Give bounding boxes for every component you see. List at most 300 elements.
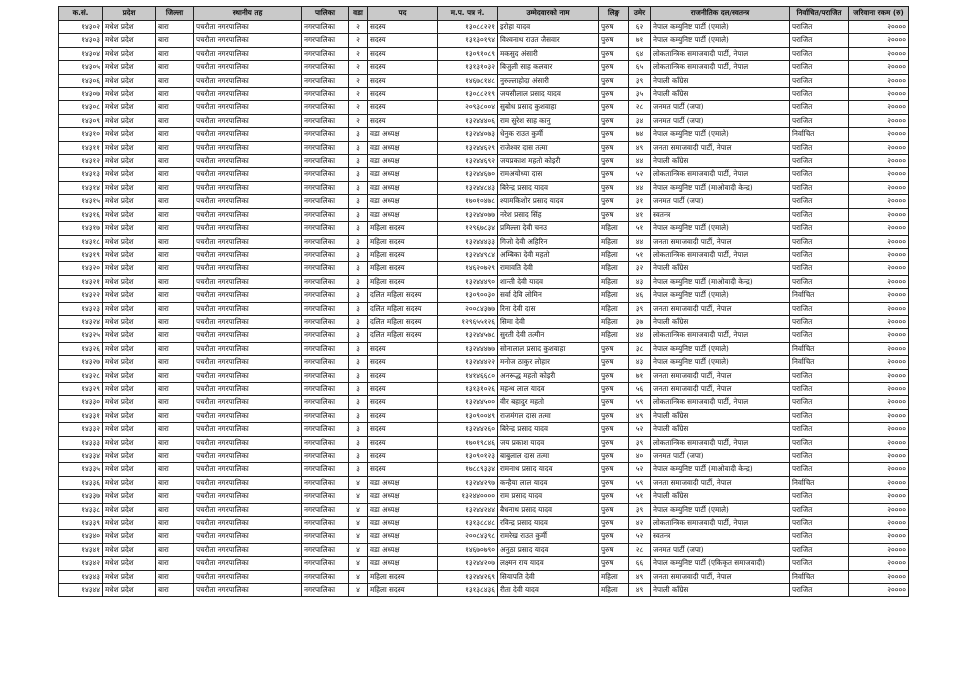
ward-cell: ४ (349, 503, 368, 516)
ballot-number-cell: १३२४४२०७ (438, 557, 498, 570)
ballot-number-cell: १३२४४०७७ (438, 208, 498, 221)
ward-cell: २ (349, 61, 368, 74)
district-cell: बारा (156, 235, 194, 248)
local-level-cell: पचरौता नगरपालिका (194, 503, 302, 516)
column-header-serial-no: क.सं. (59, 7, 103, 21)
municipality-type-cell: नगरपालिका (302, 503, 349, 516)
province-cell: मधेश प्रदेश (103, 315, 156, 328)
result-status-cell: पराजित (790, 463, 849, 476)
province-cell: मधेश प्रदेश (103, 88, 156, 101)
serial-no-cell: १४३१७ (59, 222, 103, 235)
table-row (59, 235, 909, 248)
table-row (59, 222, 909, 235)
ballot-number-cell: १३२४४८४३ (438, 181, 498, 194)
local-level-cell: पचरौता नगरपालिका (194, 168, 302, 181)
local-level-cell: पचरौता नगरपालिका (194, 181, 302, 194)
political-party-cell: नेपाली काँग्रेस (651, 262, 790, 275)
ward-cell: ३ (349, 450, 368, 463)
fine-amount-cell: २०००० (849, 356, 909, 369)
post-cell: दलित महिला सदस्य (368, 315, 438, 328)
gender-cell: महिला (599, 275, 629, 288)
district-cell: बारा (156, 155, 194, 168)
municipality-type-cell: नगरपालिका (302, 302, 349, 315)
municipality-type-cell: नगरपालिका (302, 262, 349, 275)
serial-no-cell: १४३२९ (59, 382, 103, 395)
result-status-cell: पराजित (790, 503, 849, 516)
political-party-cell: नेपाल कम्युनिष्ट पार्टी (एमाले) (651, 289, 790, 302)
age-cell: ६४ (629, 47, 651, 60)
ballot-number-cell: १४६२०७२९ (438, 262, 498, 275)
age-cell: ३२ (629, 262, 651, 275)
fine-amount-cell: २०००० (849, 517, 909, 530)
local-level-cell: पचरौता नगरपालिका (194, 369, 302, 382)
column-header-age: उमेर (629, 7, 651, 21)
province-cell: मधेश प्रदेश (103, 47, 156, 60)
local-level-cell: पचरौता नगरपालिका (194, 289, 302, 302)
table-row (59, 155, 909, 168)
municipality-type-cell: नगरपालिका (302, 248, 349, 261)
district-cell: बारा (156, 128, 194, 141)
province-cell: मधेश प्रदेश (103, 275, 156, 288)
post-cell: सदस्य (368, 88, 438, 101)
ward-cell: ३ (349, 262, 368, 275)
post-cell: वडा अध्यक्ष (368, 543, 438, 556)
municipality-type-cell: नगरपालिका (302, 222, 349, 235)
political-party-cell: लोकतान्त्रिक समाजवादी पार्टी, नेपाल (651, 329, 790, 342)
district-cell: बारा (156, 490, 194, 503)
province-cell: मधेश प्रदेश (103, 543, 156, 556)
province-cell: मधेश प्रदेश (103, 490, 156, 503)
age-cell: ३९ (629, 436, 651, 449)
district-cell: बारा (156, 557, 194, 570)
result-status-cell: पराजित (790, 302, 849, 315)
candidate-name-cell: सुरती देवी तत्मीन (498, 329, 599, 342)
ballot-number-cell: १३०९००३० (438, 289, 498, 302)
ballot-number-cell: १३०९१०८९ (438, 47, 498, 60)
local-level-cell: पचरौता नगरपालिका (194, 409, 302, 422)
province-cell: मधेश प्रदेश (103, 584, 156, 597)
local-level-cell: पचरौता नगरपालिका (194, 235, 302, 248)
result-status-cell: पराजित (790, 584, 849, 597)
serial-no-cell: १४३२८ (59, 369, 103, 382)
ballot-number-cell: १३२४४५७८ (438, 329, 498, 342)
table-row (59, 315, 909, 328)
local-level-cell: पचरौता नगरपालिका (194, 222, 302, 235)
political-party-cell: नेपाली काँग्रेस (651, 490, 790, 503)
table-row (59, 369, 909, 382)
fine-amount-cell: २०००० (849, 369, 909, 382)
serial-no-cell: १४३२५ (59, 329, 103, 342)
political-party-cell: नेपाल कम्युनिष्ट पार्टी (माओवादी केन्द्र) (651, 463, 790, 476)
political-party-cell: लोकतान्त्रिक समाजवादी पार्टी, नेपाल (651, 248, 790, 261)
fine-amount-cell: २०००० (849, 101, 909, 114)
result-status-cell: पराजित (790, 222, 849, 235)
province-cell: मधेश प्रदेश (103, 21, 156, 34)
district-cell: बारा (156, 21, 194, 34)
column-header-fine-amount: जरिवाना रकम (रु) (849, 7, 909, 21)
serial-no-cell: १४३२४ (59, 315, 103, 328)
table-row (59, 289, 909, 302)
table-row (59, 530, 909, 543)
municipality-type-cell: नगरपालिका (302, 235, 349, 248)
table-row (59, 463, 909, 476)
local-level-cell: पचरौता नगरपालिका (194, 74, 302, 87)
district-cell: बारा (156, 382, 194, 395)
district-cell: बारा (156, 517, 194, 530)
document-page (58, 6, 908, 597)
table-row (59, 195, 909, 208)
result-status-cell: पराजित (790, 47, 849, 60)
province-cell: मधेश प्रदेश (103, 168, 156, 181)
ward-cell: ३ (349, 235, 368, 248)
political-party-cell: नेपाली काँग्रेस (651, 409, 790, 422)
province-cell: मधेश प्रदेश (103, 517, 156, 530)
serial-no-cell: १४३१० (59, 128, 103, 141)
political-party-cell: लोकतान्त्रिक समाजवादी पार्टी, नेपाल (651, 47, 790, 60)
candidate-name-cell: बिरेन्द्र प्रसाद यादव (498, 423, 599, 436)
fine-amount-cell: २०००० (849, 302, 909, 315)
political-party-cell: नेपाल कम्युनिष्ट पार्टी (माओवादी केन्द्र) (651, 275, 790, 288)
province-cell: मधेश प्रदेश (103, 195, 156, 208)
local-level-cell: पचरौता नगरपालिका (194, 101, 302, 114)
fine-amount-cell: २०००० (849, 195, 909, 208)
fine-amount-cell: २०००० (849, 409, 909, 422)
municipality-type-cell: नगरपालिका (302, 517, 349, 530)
result-status-cell: पराजित (790, 382, 849, 395)
fine-amount-cell: २०००० (849, 155, 909, 168)
column-header-result-status: निर्वाचित/पराजित (790, 7, 849, 21)
fine-amount-cell: २०००० (849, 476, 909, 489)
ward-cell: ३ (349, 409, 368, 422)
gender-cell: पुरुष (599, 128, 629, 141)
gender-cell: पुरुष (599, 517, 629, 530)
ballot-number-cell: १३२४४६२९ (438, 141, 498, 154)
serial-no-cell: १४३२६ (59, 342, 103, 355)
municipality-type-cell: नगरपालिका (302, 382, 349, 395)
ballot-number-cell: १३२४४०००० (438, 490, 498, 503)
result-status-cell: पराजित (790, 436, 849, 449)
result-status-cell: पराजित (790, 490, 849, 503)
ward-cell: ४ (349, 530, 368, 543)
fine-amount-cell: २०००० (849, 490, 909, 503)
political-party-cell: नेपाल कम्युनिष्ट पार्टी (एमाले) (651, 503, 790, 516)
ward-cell: ३ (349, 208, 368, 221)
fine-amount-cell: २०००० (849, 21, 909, 34)
age-cell: ५१ (629, 490, 651, 503)
local-level-cell: पचरौता नगरपालिका (194, 34, 302, 47)
municipality-type-cell: नगरपालिका (302, 490, 349, 503)
district-cell: बारा (156, 168, 194, 181)
local-level-cell: पचरौता नगरपालिका (194, 356, 302, 369)
municipality-type-cell: नगरपालिका (302, 128, 349, 141)
candidate-name-cell: मनोज ठाकुर लोहार (498, 356, 599, 369)
municipality-type-cell: नगरपालिका (302, 543, 349, 556)
post-cell: महिला सदस्य (368, 275, 438, 288)
district-cell: बारा (156, 543, 194, 556)
political-party-cell: जनता समाजवादी पार्टी, नेपाल (651, 141, 790, 154)
political-party-cell: जनमत पार्टी (जपा) (651, 543, 790, 556)
political-party-cell: नेपाली काँग्रेस (651, 584, 790, 597)
gender-cell: पुरुष (599, 195, 629, 208)
gender-cell: महिला (599, 235, 629, 248)
gender-cell: महिला (599, 262, 629, 275)
fine-amount-cell: २०००० (849, 47, 909, 60)
ward-cell: ३ (349, 195, 368, 208)
ballot-number-cell: १३२४४०७३ (438, 128, 498, 141)
province-cell: मधेश प्रदेश (103, 463, 156, 476)
local-level-cell: पचरौता नगरपालिका (194, 248, 302, 261)
municipality-type-cell: नगरपालिका (302, 557, 349, 570)
ward-cell: ३ (349, 463, 368, 476)
result-status-cell: पराजित (790, 34, 849, 47)
column-header-political-party: राजनीतिक दल/स्वतन्त्र (651, 7, 790, 21)
result-status-cell: पराजित (790, 543, 849, 556)
result-status-cell: पराजित (790, 423, 849, 436)
result-status-cell: पराजित (790, 195, 849, 208)
table-row (59, 141, 909, 154)
local-level-cell: पचरौता नगरपालिका (194, 543, 302, 556)
ward-cell: ३ (349, 356, 368, 369)
fine-amount-cell: २०००० (849, 141, 909, 154)
serial-no-cell: १४३३९ (59, 517, 103, 530)
political-party-cell: नेपाली काँग्रेस (651, 88, 790, 101)
gender-cell: पुरुष (599, 141, 629, 154)
fine-amount-cell: २०००० (849, 396, 909, 409)
age-cell: ७४ (629, 128, 651, 141)
candidate-name-cell: अम्बिका देवी महतो (498, 248, 599, 261)
ballot-number-cell: १३०९००४९ (438, 409, 498, 422)
gender-cell: पुरुष (599, 101, 629, 114)
municipality-type-cell: नगरपालिका (302, 436, 349, 449)
age-cell: ४९ (629, 570, 651, 583)
local-level-cell: पचरौता नगरपालिका (194, 490, 302, 503)
fine-amount-cell: २०००० (849, 181, 909, 194)
table-row (59, 490, 909, 503)
political-party-cell: नेपाल कम्युनिष्ट पार्टी (एकिकृत समाजवादी) (651, 557, 790, 570)
post-cell: सदस्य (368, 114, 438, 127)
candidate-name-cell: सोनालाल प्रसाद कुशवाहा (498, 342, 599, 355)
age-cell: ५९ (629, 396, 651, 409)
fine-amount-cell: २०००० (849, 88, 909, 101)
local-level-cell: पचरौता नगरपालिका (194, 208, 302, 221)
ward-cell: ३ (349, 369, 368, 382)
result-status-cell: पराजित (790, 88, 849, 101)
local-level-cell: पचरौता नगरपालिका (194, 436, 302, 449)
gender-cell: पुरुष (599, 155, 629, 168)
province-cell: मधेश प्रदेश (103, 289, 156, 302)
ballot-number-cell: १३१३१०२६ (438, 382, 498, 395)
serial-no-cell: १४३३७ (59, 490, 103, 503)
result-status-cell: पराजित (790, 450, 849, 463)
fine-amount-cell: २०००० (849, 530, 909, 543)
province-cell: मधेश प्रदेश (103, 342, 156, 355)
ballot-number-cell: १३२४४६७० (438, 168, 498, 181)
result-status-cell: पराजित (790, 61, 849, 74)
age-cell: ३९ (629, 302, 651, 315)
municipality-type-cell: नगरपालिका (302, 114, 349, 127)
gender-cell: पुरुष (599, 530, 629, 543)
candidate-name-cell: कन्हैया लाल यादव (498, 476, 599, 489)
ballot-number-cell: १३१३०१९४ (438, 34, 498, 47)
serial-no-cell: १४३२१ (59, 275, 103, 288)
candidate-name-cell: बाबुलाल दास तत्मा (498, 450, 599, 463)
fine-amount-cell: २०००० (849, 222, 909, 235)
candidate-name-cell: गिजो देवी अहिरिन (498, 235, 599, 248)
fine-amount-cell: २०००० (849, 235, 909, 248)
post-cell: वडा अध्यक्ष (368, 128, 438, 141)
ballot-number-cell: १२९६५५१२६ (438, 315, 498, 328)
column-header-ward: वडा (349, 7, 368, 21)
ballot-number-cell: २०९३८००४ (438, 101, 498, 114)
result-status-cell: पराजित (790, 101, 849, 114)
post-cell: सदस्य (368, 356, 438, 369)
province-cell: मधेश प्रदेश (103, 235, 156, 248)
age-cell: ५१ (629, 248, 651, 261)
column-header-municipality-type: पालिका (302, 7, 349, 21)
age-cell: ४४ (629, 181, 651, 194)
ballot-number-cell: १३१३८४३६ (438, 584, 498, 597)
age-cell: ५२ (629, 168, 651, 181)
post-cell: वडा अध्यक्ष (368, 168, 438, 181)
political-party-cell: लोकतान्त्रिक समाजवादी पार्टी, नेपाल (651, 168, 790, 181)
candidate-name-cell: शान्ती देवी यादव (498, 275, 599, 288)
table-header (59, 7, 909, 21)
gender-cell: महिला (599, 584, 629, 597)
province-cell: मधेश प्रदेश (103, 114, 156, 127)
municipality-type-cell: नगरपालिका (302, 101, 349, 114)
fine-amount-cell: २०००० (849, 289, 909, 302)
political-party-cell: जनता समाजवादी पार्टी, नेपाल (651, 476, 790, 489)
political-party-cell: नेपाल कम्युनिष्ट पार्टी (एमाले) (651, 34, 790, 47)
age-cell: ४३ (629, 356, 651, 369)
candidate-name-cell: बिजुली साह कलवार (498, 61, 599, 74)
candidate-name-cell: रविन्द्र प्रसाद यादव (498, 517, 599, 530)
fine-amount-cell: २०००० (849, 262, 909, 275)
table-row (59, 476, 909, 489)
column-header-local-level: स्थानीय तह (194, 7, 302, 21)
post-cell: वडा अध्यक्ष (368, 503, 438, 516)
district-cell: बारा (156, 302, 194, 315)
ballot-number-cell: १४६७०७९० (438, 543, 498, 556)
result-status-cell: निर्वाचित (790, 342, 849, 355)
candidate-table (58, 6, 909, 597)
municipality-type-cell: नगरपालिका (302, 208, 349, 221)
result-status-cell: पराजित (790, 235, 849, 248)
municipality-type-cell: नगरपालिका (302, 168, 349, 181)
district-cell: बारा (156, 222, 194, 235)
age-cell: ४४ (629, 155, 651, 168)
province-cell: मधेश प्रदेश (103, 450, 156, 463)
local-level-cell: पचरौता नगरपालिका (194, 141, 302, 154)
candidate-name-cell: राम सुरेश साह कानु (498, 114, 599, 127)
ward-cell: ३ (349, 436, 368, 449)
ward-cell: २ (349, 34, 368, 47)
result-status-cell: पराजित (790, 409, 849, 422)
serial-no-cell: १४३१३ (59, 168, 103, 181)
political-party-cell: जनमत पार्टी (जपा) (651, 450, 790, 463)
district-cell: बारा (156, 208, 194, 221)
result-status-cell: पराजित (790, 114, 849, 127)
political-party-cell: जनता समाजवादी पार्टी, नेपाल (651, 382, 790, 395)
table-row (59, 356, 909, 369)
district-cell: बारा (156, 423, 194, 436)
candidate-name-cell: इरोहा यादव (498, 21, 599, 34)
local-level-cell: पचरौता नगरपालिका (194, 195, 302, 208)
local-level-cell: पचरौता नगरपालिका (194, 584, 302, 597)
district-cell: बारा (156, 195, 194, 208)
result-status-cell: पराजित (790, 168, 849, 181)
serial-no-cell: १४३०२ (59, 21, 103, 34)
gender-cell: पुरुष (599, 47, 629, 60)
candidate-name-cell: रामनाथ प्रसाद यादव (498, 463, 599, 476)
table-row (59, 329, 909, 342)
post-cell: सदस्य (368, 463, 438, 476)
ward-cell: २ (349, 74, 368, 87)
ward-cell: ४ (349, 476, 368, 489)
result-status-cell: पराजित (790, 329, 849, 342)
age-cell: ४० (629, 450, 651, 463)
municipality-type-cell: नगरपालिका (302, 141, 349, 154)
serial-no-cell: १४३०५ (59, 61, 103, 74)
political-party-cell: नेपाल कम्युनिष्ट पार्टी (एमाले) (651, 222, 790, 235)
local-level-cell: पचरौता नगरपालिका (194, 530, 302, 543)
political-party-cell: जनता समाजवादी पार्टी, नेपाल (651, 302, 790, 315)
province-cell: मधेश प्रदेश (103, 530, 156, 543)
ballot-number-cell: १३२४४९८४ (438, 248, 498, 261)
header-row (59, 7, 909, 21)
gender-cell: पुरुष (599, 61, 629, 74)
gender-cell: पुरुष (599, 168, 629, 181)
result-status-cell: पराजित (790, 396, 849, 409)
local-level-cell: पचरौता नगरपालिका (194, 570, 302, 583)
district-cell: बारा (156, 503, 194, 516)
ward-cell: ३ (349, 181, 368, 194)
age-cell: ५१ (629, 222, 651, 235)
political-party-cell: लोकतान्त्रिक समाजवादी पार्टी, नेपाल (651, 436, 790, 449)
serial-no-cell: १४३२७ (59, 356, 103, 369)
post-cell: सदस्य (368, 423, 438, 436)
candidate-name-cell: राम प्रसाद यादव (498, 490, 599, 503)
gender-cell: पुरुष (599, 476, 629, 489)
ward-cell: ४ (349, 543, 368, 556)
serial-no-cell: १४३४० (59, 530, 103, 543)
candidate-name-cell: श्यामकिशोर प्रसाद यादव (498, 195, 599, 208)
age-cell: ७१ (629, 369, 651, 382)
district-cell: बारा (156, 369, 194, 382)
local-level-cell: पचरौता नगरपालिका (194, 275, 302, 288)
table-row (59, 382, 909, 395)
gender-cell: महिला (599, 289, 629, 302)
gender-cell: महिला (599, 222, 629, 235)
fine-amount-cell: २०००० (849, 128, 909, 141)
municipality-type-cell: नगरपालिका (302, 289, 349, 302)
ballot-number-cell: १३२४४५०० (438, 396, 498, 409)
serial-no-cell: १४३३० (59, 396, 103, 409)
political-party-cell: नेपाल कम्युनिष्ट पार्टी (एमाले) (651, 356, 790, 369)
gender-cell: पुरुष (599, 88, 629, 101)
province-cell: मधेश प्रदेश (103, 396, 156, 409)
ward-cell: ३ (349, 155, 368, 168)
ballot-number-cell: १३०९०१२३ (438, 450, 498, 463)
district-cell: बारा (156, 315, 194, 328)
age-cell: ६६ (629, 557, 651, 570)
ballot-number-cell: १३२४४६९२ (438, 155, 498, 168)
ward-cell: ४ (349, 517, 368, 530)
candidate-name-cell: रामावति देवी (498, 262, 599, 275)
post-cell: महिला सदस्य (368, 570, 438, 583)
result-status-cell: पराजित (790, 181, 849, 194)
political-party-cell: नेपाली काँग्रेस (651, 155, 790, 168)
